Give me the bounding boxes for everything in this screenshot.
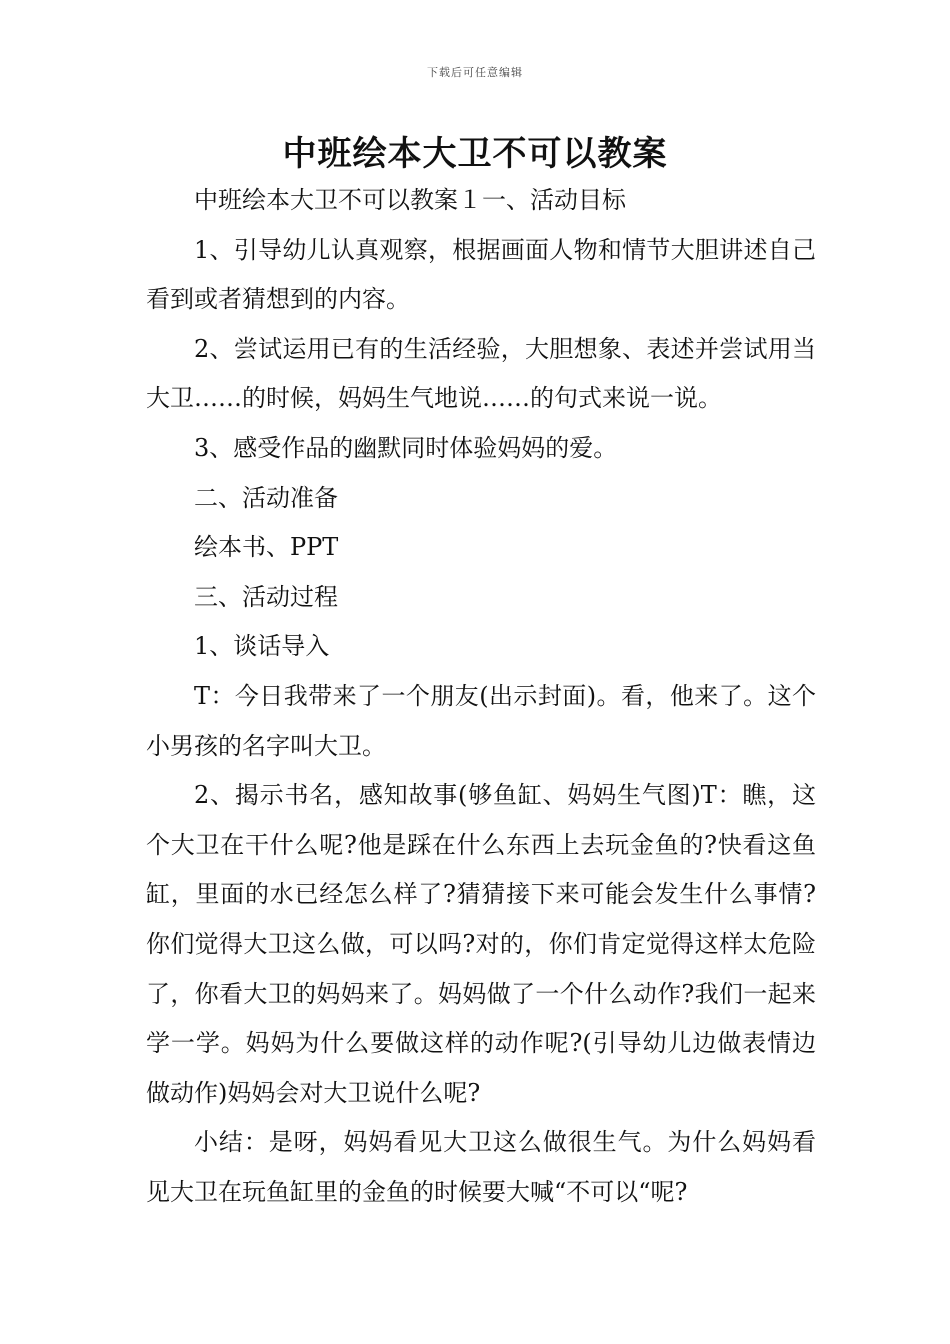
document-body (146, 176, 816, 1217)
paragraph-step-1-title: 1、谈话导入 (194, 632, 330, 661)
section-heading-preparation: 二、活动准备 (194, 483, 338, 512)
paragraph-materials: 绘本书、PPT (194, 533, 339, 562)
paragraph-step-2: 2、揭示书名，感知故事(够鱼缸、妈妈生气图)T：瞧，这个大卫在干什么呢?他是踩在什么东西上去玩金鱼的?快看这鱼缸，里面的水已经怎么样了?猜猜接下来可能会发生什么事情?你们觉得大卫这么做，可以吗?对的，你们肯定觉得这样太危险了，你看大卫的妈妈来了。妈妈做了一个什么动作?我们一起来学一学。妈妈为什么要做这样的动作呢?(引导幼儿边做表情边做动作)妈妈会对大卫说什么呢? (146, 781, 816, 1107)
document-title: 中班绘本大卫不可以教案 (282, 134, 668, 174)
paragraph-intro: 中班绘本大卫不可以教案１一、活动目标 (194, 186, 626, 214)
section-heading-process: 三、活动过程 (194, 582, 338, 611)
paragraph-goal-3: 3、感受作品的幽默同时体验妈妈的爱。 (194, 433, 618, 462)
header-note: 下载后可任意编辑 (427, 66, 523, 79)
paragraph-step-1-body: T：今日我带来了一个朋友(出示封面)。看，他来了。这个小男孩的名字叫大卫。 (146, 681, 816, 760)
paragraph-summary: 小结：是呀，妈妈看见大卫这么做很生气。为什么妈妈看见大卫在玩鱼缸里的金鱼的时候要大喊“不可以“呢? (146, 1128, 816, 1206)
paragraph-goal-1: 1、引导幼儿认真观察，根据画面人物和情节大胆讲述自己看到或者猜想到的内容。 (146, 235, 816, 314)
paragraph-goal-2: 2、尝试运用已有的生活经验，大胆想象、表述并尝试用当大卫……的时候，妈妈生气地说……的句式来说一说。 (146, 334, 816, 413)
